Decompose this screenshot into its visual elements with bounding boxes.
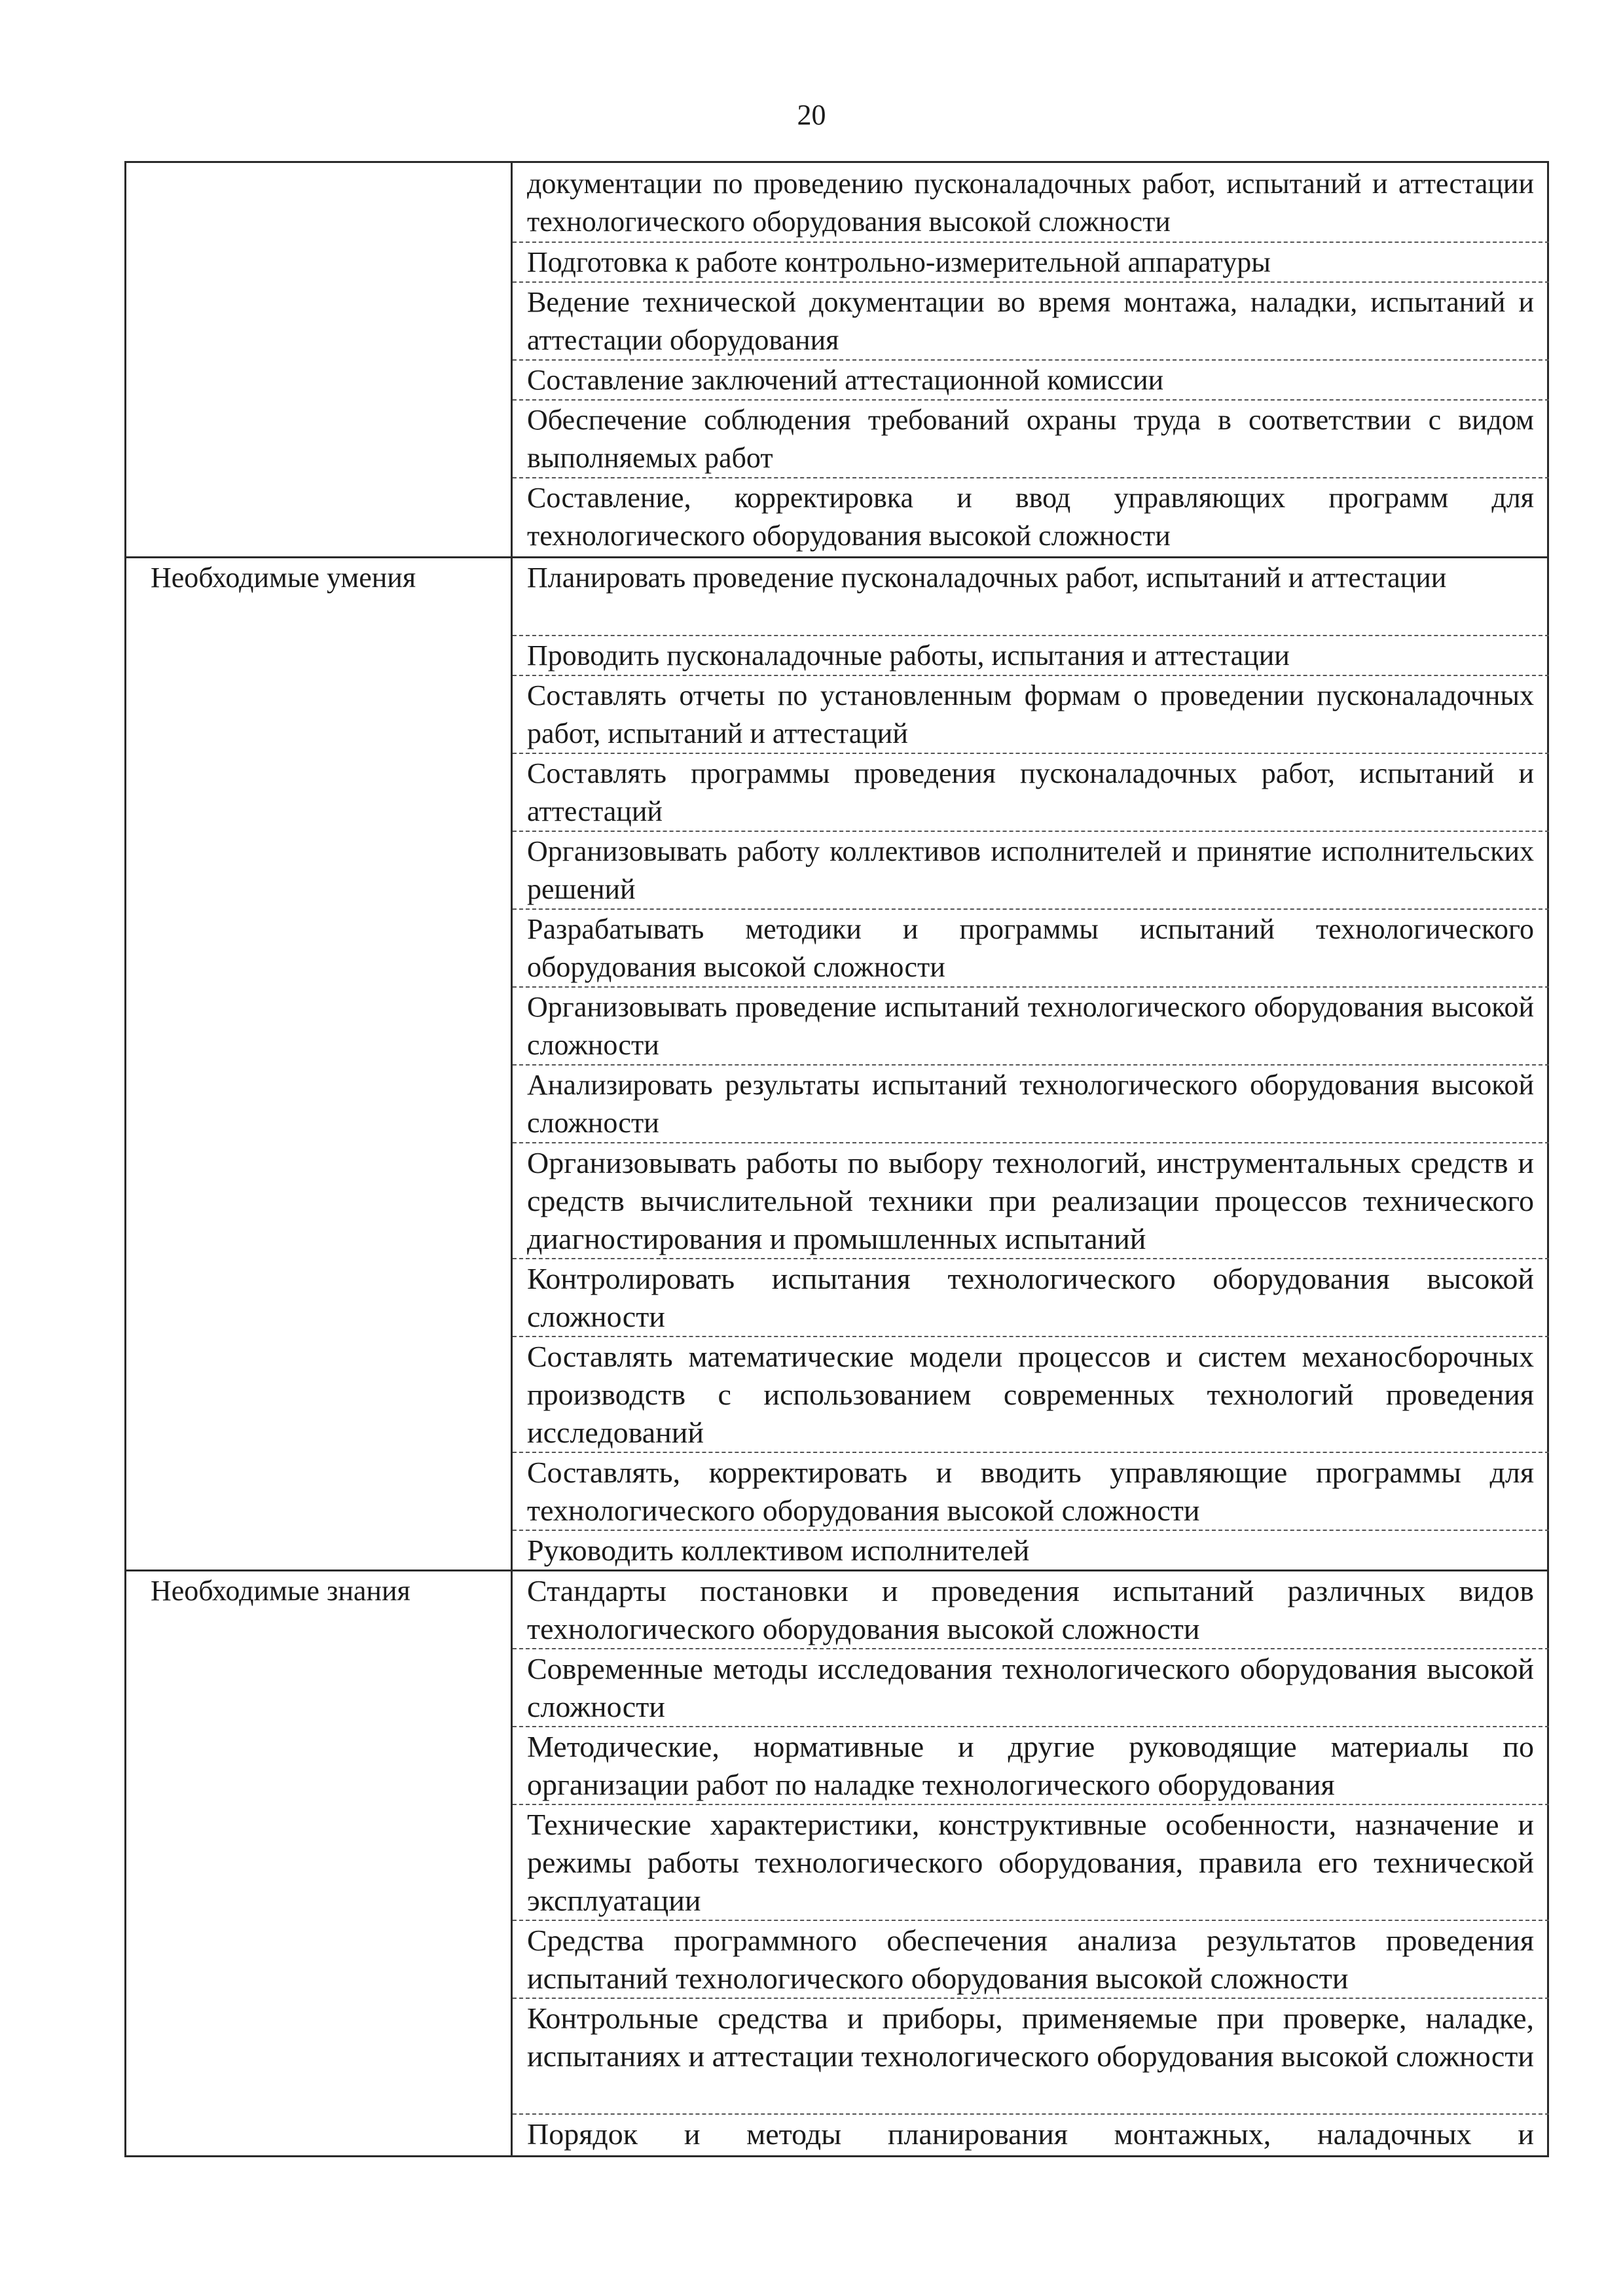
table-cell-skill-4: Составлять программы проведения пусконаладочных работ, испытаний и аттестаций [527,757,1534,827]
table-cell-action-1: документации по проведению пусконаладочных работ, испытаний и аттестации технологического оборудования высокой сложности [527,168,1534,238]
row-divider [513,1648,1549,1649]
row-divider [513,1726,1549,1727]
row-divider [513,2113,1549,2115]
table-cell-skill-10: Контролировать испытания технологического оборудования высокой сложности [527,1262,1534,1333]
table-cell-skill-5: Организовывать работу коллективов исполнителей и принятие исполнительских решений [527,835,1534,905]
table-cell-knowledge-6: Контрольные средства и приборы, применяемые при проверке, наладке, испытаниях и аттестации технологического оборудования высокой сложности [527,2001,1535,2073]
table-cell-knowledge-7: Порядок и методы планирования монтажных, наладочных и [527,2117,1534,2151]
row-divider [513,1530,1549,1531]
table-cell-knowledge-4: Технические характеристики, конструктивные особенности, назначение и режимы работы технологического оборудования, правила его технической эксплуатации [527,1808,1534,1917]
table-cell-knowledge-2: Современные методы исследования технологического оборудования высокой сложности [527,1652,1534,1723]
table-cell-knowledge-3: Методические, нормативные и другие руководящие материалы по организации работ по наладке технологического оборудования [527,1730,1534,1801]
column-divider [511,161,513,2157]
row-divider [513,1336,1549,1337]
table-cell-action-2: Подготовка к работе контрольно-измерительной аппаратуры [527,246,1271,278]
row-divider [513,986,1549,988]
row-divider [513,1258,1549,1259]
row-divider [513,1998,1549,1999]
row-divider [513,675,1549,676]
table-cell-skill-3: Составлять отчеты по установленным формам о проведении пусконаладочных работ, испытаний и аттестаций [527,679,1534,749]
table-cell-knowledge-5: Средства программного обеспечения анализа результатов проведения испытаний технологического оборудования высокой сложности [527,1924,1534,1995]
table-cell-skill-8: Анализировать результаты испытаний технологического оборудования высокой сложности [527,1069,1534,1139]
row-divider [513,281,1549,283]
page-number: 20 [797,99,826,131]
table-cell-knowledge-1: Стандарты постановки и проведения испытаний различных видов технологического оборудования высокой сложности [527,1574,1534,1645]
table-cell-action-6: Составление, корректировка и ввод управляющих программ для технологического оборудования высокой сложности [527,482,1534,552]
row-divider [513,753,1549,754]
table-cell-skill-9: Организовывать работы по выбору технологий, инструментальных средств и средств вычислительной техники при реализации процессов технического диагностирования и промышленных испытаний [527,1146,1534,1255]
row-divider [513,477,1549,478]
row-divider [513,242,1549,243]
table-cell-skill-12: Составлять, корректировать и вводить управляющие программы для технологического оборудования высокой сложности [527,1456,1534,1527]
row-divider [513,908,1549,910]
table-cell-skill-11: Составлять математические модели процессов и систем механосборочных производств с использованием современных технологий проведения исследований [527,1340,1534,1449]
section-divider [124,1570,1549,1571]
row-divider [513,831,1549,832]
table-cell-skill-2: Проводить пусконаладочные работы, испытания и аттестации [527,639,1290,672]
row-divider [513,1920,1549,1921]
table-cell-action-3: Ведение технической документации во время монтажа, наладки, испытаний и аттестации оборудования [527,286,1534,356]
knowledge-label: Необходимые знания [151,1575,410,1607]
row-divider [513,635,1549,636]
row-divider [513,1452,1549,1453]
table-cell-skill-1: Планировать проведение пусконаладочных работ, испытаний и аттестации [527,562,1447,594]
row-divider [513,1064,1549,1066]
skills-label: Необходимые умения [151,562,416,594]
table-cell-action-5: Обеспечение соблюдения требований охраны труда в соответствии с видом выполняемых работ [527,404,1534,474]
row-divider [513,1142,1549,1143]
table-cell-skill-13: Руководить коллективом исполнителей [527,1534,1030,1567]
table-cell-action-4: Составление заключений аттестационной комиссии [527,364,1164,396]
row-divider [513,359,1549,361]
table-cell-skill-6: Разрабатывать методики и программы испытаний технологического оборудования высокой сложности [527,913,1534,983]
section-divider [124,556,1549,558]
row-divider [513,1804,1549,1805]
table-cell-skill-7: Организовывать проведение испытаний технологического оборудования высокой сложности [527,991,1534,1061]
row-divider [513,399,1549,401]
